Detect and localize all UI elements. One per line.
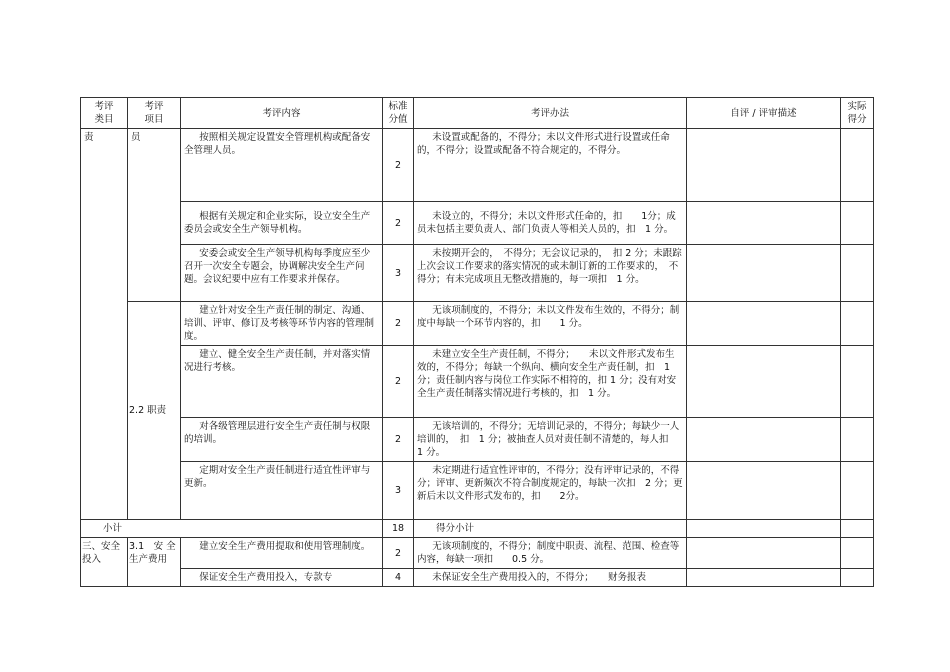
method-cell [414, 245, 687, 302]
content-text: 按照相关规定设置安全管理机构或配备安全管理人员。 [184, 132, 371, 156]
content-cell [181, 346, 383, 418]
method-cell [414, 202, 687, 245]
method-text: 无该培训的，不得分；无培训记录的，不得分；每缺少一人培训的， 扣 1 分；被抽查人员对责任制不清楚的，每人扣 1 分。 [417, 421, 680, 458]
subtotal-row [81, 520, 874, 538]
item-fragment: 员 [131, 132, 141, 143]
review-cell [687, 302, 841, 346]
method-cell [414, 538, 687, 569]
table-row [81, 129, 874, 202]
score-cell [383, 538, 414, 569]
table-row [81, 418, 874, 462]
content-cell [181, 302, 383, 346]
score-cell [383, 302, 414, 346]
table-row [81, 202, 874, 245]
header-score [383, 98, 414, 129]
method-text: 无该项制度的，不得分；制度中职责、流程、范围、检查等内容，每缺一项扣 0.5 分。 [417, 541, 680, 565]
method-cell [414, 569, 687, 587]
method-text: 无该项制度的，不得分；未以文件发布生效的，不得分；制度中每缺一个环节内容的，扣 1 分。 [417, 305, 680, 329]
header-content-label: 考评内容 [262, 107, 301, 119]
method-text: 未定期进行适宜性评审的，不得分；没有评审记录的，不得分；评审、更新频次不符合制度规定的，每缺一次扣 2 分；更新后未以文件形式发布的，扣 2分。 [417, 465, 683, 502]
header-category-label: 考评 类目 [94, 101, 114, 125]
review-cell [687, 418, 841, 462]
score-cell [383, 462, 414, 520]
score-value: 3 [394, 267, 402, 279]
content-cell [181, 202, 383, 245]
header-item-label: 考评 项目 [144, 101, 164, 125]
content-text: 保证安全生产费用投入，专款专 [199, 572, 333, 583]
subtotal-label-cell [81, 520, 383, 538]
header-method [414, 98, 687, 129]
subtotal-method-cell [414, 520, 687, 538]
method-cell [414, 129, 687, 202]
review-cell [687, 462, 841, 520]
actual-score-cell [841, 538, 874, 569]
actual-score-cell [841, 202, 874, 245]
content-cell [181, 418, 383, 462]
method-cell [414, 302, 687, 346]
actual-score-cell [841, 302, 874, 346]
item-cell [128, 129, 181, 302]
review-cell [687, 202, 841, 245]
method-text: 未建立安全生产责任制，不得分； 未以文件形式发布生效的，不得分；每缺一个纵向、横向安全生产责任制，扣 1 分；责任制内容与岗位工作实际不相符的，扣 1 分；没有对安全生产责任制落实情况进行考核的，扣 1 分。 [417, 349, 677, 399]
header-item [128, 98, 181, 129]
table-row [81, 245, 874, 302]
category-fragment: 责 [84, 132, 94, 143]
actual-score-cell [841, 569, 874, 587]
table-row [81, 569, 874, 587]
review-cell [687, 520, 841, 538]
content-text: 定期对安全生产责任制进行适宜性评审与更新。 [184, 465, 371, 489]
actual-score-cell [841, 520, 874, 538]
subtotal-score-cell [383, 520, 414, 538]
subtotal-score: 18 [391, 523, 405, 534]
review-cell [687, 569, 841, 587]
method-cell [414, 462, 687, 520]
method-cell [414, 346, 687, 418]
actual-score-cell [841, 418, 874, 462]
actual-score-cell [841, 462, 874, 520]
method-text: 未按期开会的， 不得分；无会议记录的， 扣 2 分；未跟踪上次会议工作要求的落实情况的或未制订新的工作要求的， 不得分；有未完成项且无整改措施的，每一项扣 1 分。 [417, 248, 682, 285]
method-text: 未设置或配备的，不得分；未以文件形式进行设置或任命的，不得分；设置或配备不符合规定的，不得分。 [417, 132, 670, 156]
content-text: 安委会或安全生产领导机构每季度应至少召开一次安全专题会，协调解决安全生产问题。会议纪要中应有工作要求并保存。 [184, 248, 371, 285]
header-actual-label: 实际 得分 [847, 101, 867, 125]
item-cell-3-1 [128, 538, 181, 587]
score-cell [383, 129, 414, 202]
score-cell [383, 245, 414, 302]
subtotal-method: 得分小计 [436, 523, 475, 534]
content-text: 建立安全生产费用提取和使用管理制度。 [199, 541, 371, 552]
content-cell [181, 538, 383, 569]
table-row [81, 346, 874, 418]
review-cell [687, 245, 841, 302]
header-score-label: 标准 分值 [388, 101, 408, 125]
header-row [81, 98, 874, 129]
content-text: 建立针对安全生产责任制的制定、沟通、培训、评审、修订及考核等环节内容的管理制度。 [184, 305, 375, 342]
review-cell [687, 346, 841, 418]
header-actual [841, 98, 874, 129]
score-cell [383, 418, 414, 462]
table-row [81, 462, 874, 520]
category-cell [81, 129, 128, 520]
score-value: 2 [394, 434, 402, 445]
content-cell [181, 569, 383, 587]
item-2-2-label: 2.2 职责 [129, 405, 167, 416]
score-cell [383, 346, 414, 418]
content-cell [181, 462, 383, 520]
method-cell [414, 418, 687, 462]
item-cell-2-2 [128, 302, 181, 520]
header-review-label: 自评 / 评审描述 [730, 107, 797, 119]
header-content [181, 98, 383, 129]
content-text: 建立、健全安全生产责任制，并对落实情况进行考核。 [184, 349, 371, 373]
actual-score-cell [841, 346, 874, 418]
score-value: 2 [394, 217, 402, 229]
actual-score-cell [841, 129, 874, 202]
score-cell [383, 569, 414, 587]
actual-score-cell [841, 245, 874, 302]
content-text: 对各级管理层进行安全生产责任制与权限的培训。 [184, 421, 371, 445]
evaluation-table [80, 97, 874, 587]
content-text: 根据有关规定和企业实际，设立安全生产委员会或安全生产领导机构。 [184, 211, 371, 235]
review-cell [687, 129, 841, 202]
score-value: 2 [394, 159, 402, 171]
subtotal-label: 小计 [103, 523, 123, 534]
header-review [687, 98, 841, 129]
score-value: 3 [394, 485, 402, 496]
category-cell-3 [81, 538, 128, 587]
category-3-label: 三、安全投入 [82, 541, 121, 565]
item-3-1-label: 3.1 安 全生产费用 [129, 541, 176, 565]
score-cell [383, 202, 414, 245]
score-value: 2 [394, 318, 402, 329]
table-row [81, 538, 874, 569]
content-cell [181, 129, 383, 202]
method-text: 未设立的，不得分；未以文件形式任命的，扣 1分；成员未包括主要负责人、部门负责人等相关人员的，扣 1 分。 [417, 211, 676, 235]
score-value: 2 [394, 376, 402, 387]
score-value: 2 [394, 547, 402, 559]
method-text: 未保证安全生产费用投入的，不得分； 财务报表 [432, 572, 646, 583]
content-cell [181, 245, 383, 302]
header-method-label: 考评办法 [530, 107, 569, 119]
review-cell [687, 538, 841, 569]
table-row [81, 302, 874, 346]
header-category [81, 98, 128, 129]
score-value: 4 [394, 572, 402, 583]
